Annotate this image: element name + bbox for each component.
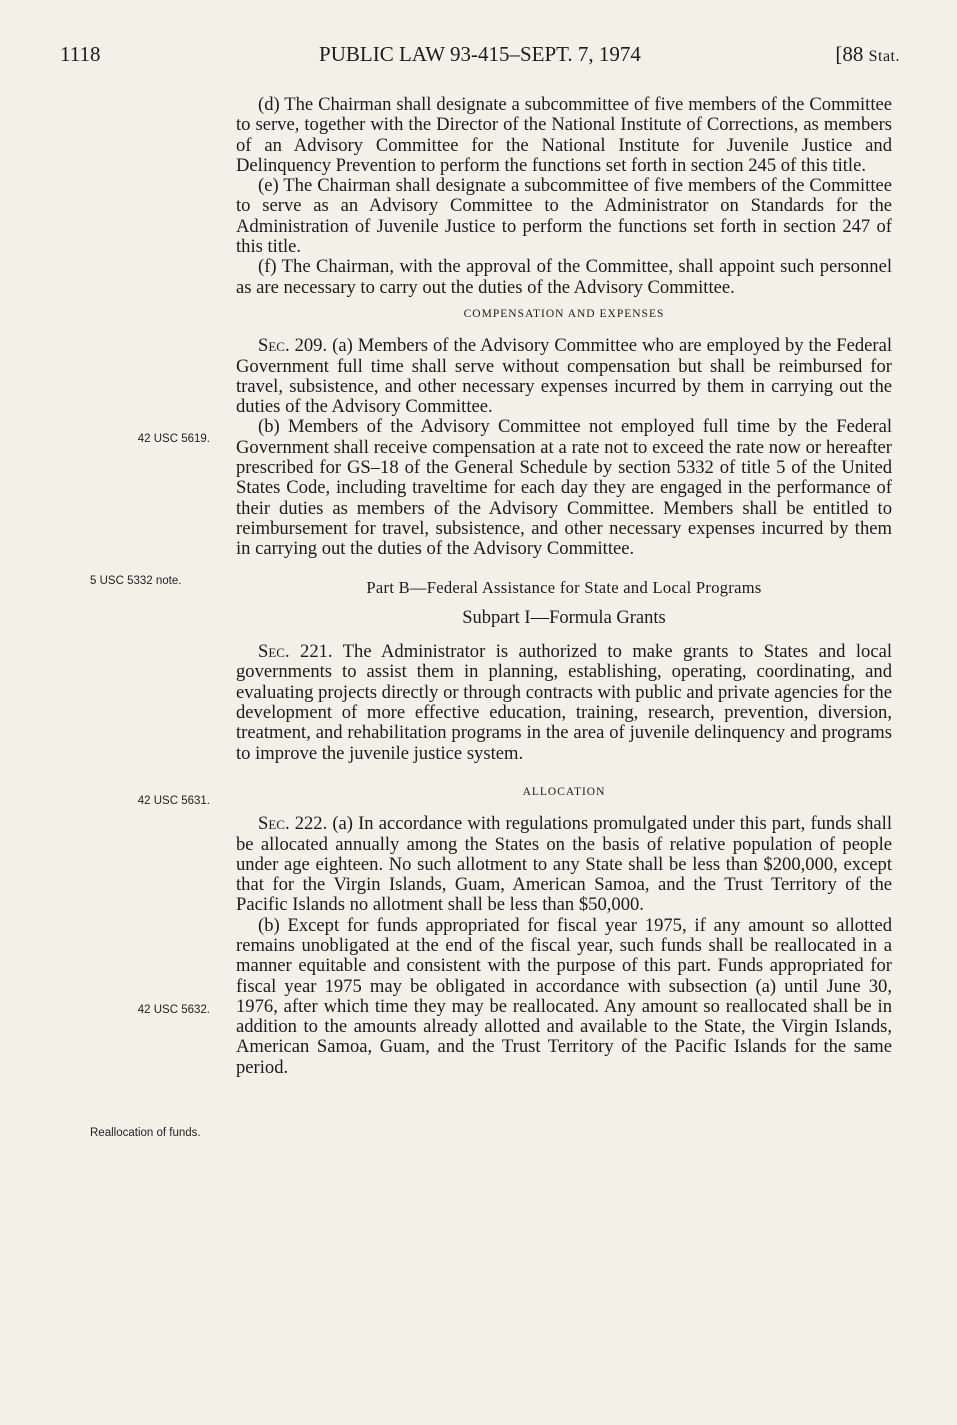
page-header: [60, 42, 900, 76]
statute-word: Stat.: [868, 48, 900, 65]
sec-221: [236, 642, 892, 764]
paragraph-e: (e) The Chairman shall designate a subcommittee of five members of the Committee to serve as an Advisory Committee to the Administrator on Standards for the Administration of Juvenile Justice to perform the functions set forth in section 247 of this title.: [236, 175, 892, 258]
paragraph-f: (f) The Chairman, with the approval of the Committee, shall appoint such personnel as are necessary to carry out the duties of the Advisory Committee.: [236, 256, 892, 298]
sec-222-a-text: (a) In accordance with regulations promulgated under this part, funds shall be allocated annually among the States on the basis of relative population of people under age eighteen. No such allotment to any State shall be less than $200,000, except that for the Virgin Islands, Guam, American Samoa, and the Trust Territory of the Pacific Islands no allotment shall be less than $50,000.: [236, 813, 892, 916]
main-text: [236, 95, 892, 1078]
margin-note-42usc5631: 42 USC 5631.: [137, 795, 210, 807]
margin-note-reallocation: Reallocation of funds.: [90, 1127, 201, 1139]
page-number: 1118: [60, 42, 101, 66]
margin-note-42usc5632: 42 USC 5632.: [137, 1004, 210, 1016]
sec-222-label: Sec. 222.: [258, 813, 328, 835]
sec-221-label: Sec. 221.: [258, 641, 333, 663]
page-title: PUBLIC LAW 93-415–SEPT. 7, 1974: [319, 42, 641, 66]
margin-note-5usc5332: 5 USC 5332 note.: [90, 575, 182, 587]
statute-reference: [835, 42, 900, 67]
allocation-heading: ALLOCATION: [522, 785, 606, 798]
margin-note-42usc5619: 42 USC 5619.: [137, 433, 210, 445]
sec-209-a-text: (a) Members of the Advisory Committee who are employed by the Federal Government full time shall serve without compensation but shall be reimbursed for travel, subsistence, and other necessary expenses incurred by them in carrying out the duties of the Advisory Committee.: [236, 335, 892, 418]
paragraph-d: (d) The Chairman shall designate a subcommittee of five members of the Committee to serve, together with the Director of the National Institute of Corrections, as members of an Advisory Committee for the National Institute for Juvenile Justice and Delinquency Prevention to perform the functions set forth in section 245 of this title.: [236, 94, 892, 176]
part-b-heading: Part B—Federal Assistance for State and Local Programs: [366, 577, 762, 597]
sec-209-label: Sec. 209.: [258, 335, 328, 357]
sec-221-text: The Administrator is authorized to make grants to States and local governments to assist them in planning, establishing, operating, coordinating, and evaluating projects directly or through contracts with public and private agencies for the development of more effective education, training, research, prevention, diversion, treatment, and rehabilitation programs in the area of juvenile delinquency and programs to improve the juvenile justice system.: [236, 641, 893, 764]
compensation-heading: COMPENSATION AND EXPENSES: [463, 307, 665, 320]
sec-209-a: [236, 336, 892, 417]
sec-222-a: [236, 814, 892, 915]
sec-209-b: (b) Members of the Advisory Committee not employed full time by the Federal Government shall receive compensation at a rate not to exceed the rate now or hereafter prescribed for GS–18 of the General Schedule by section 5332 of title 5 of the United States Code, including traveltime for each day they are engaged in the performance of their duties as members of the Advisory Committee. Members shall be entitled to reimbursement for travel, subsistence, and other necessary expenses incurred by them in carrying out the duties of the Advisory Committee.: [236, 416, 892, 560]
statute-prefix: [88: [835, 42, 869, 66]
sec-222-b: (b) Except for funds appropriated for fiscal year 1975, if any amount so allotted remains unobligated at the end of the fiscal year, such funds shall be reallocated in a manner equitable and consistent with the purpose of this part. Funds appropriated for fiscal year 1975 may be obligated in accordance with subsection (a) until June 30, 1976, after which time they may be reallocated. Any amount so reallocated shall be in addition to the amounts already allotted and available to the State, the Virgin Islands, American Samoa, Guam, and the Trust Territory of the Pacific Islands for the same period.: [236, 914, 892, 1078]
subpart-heading: Subpart I—Formula Grants: [462, 607, 666, 628]
